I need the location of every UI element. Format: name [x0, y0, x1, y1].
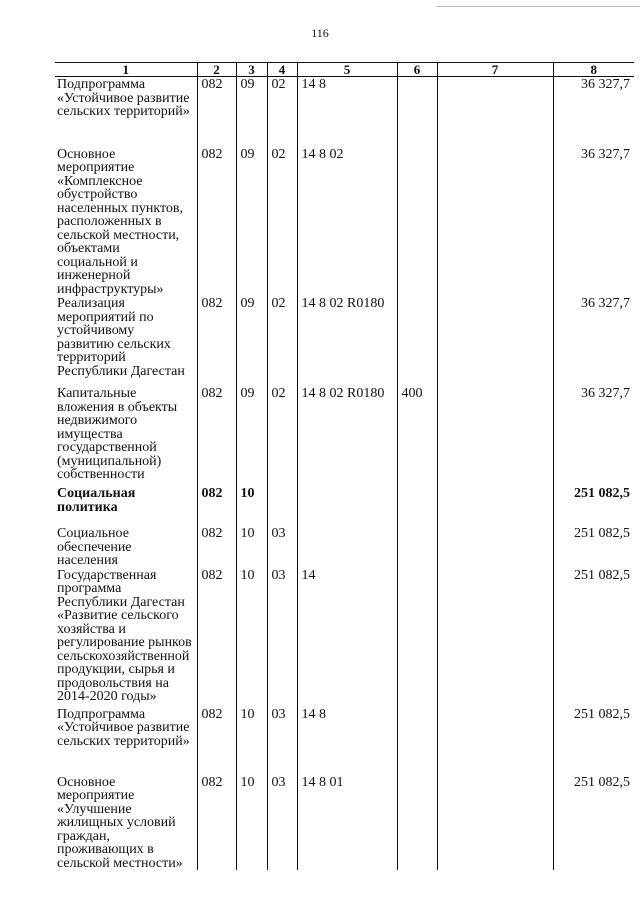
expense-type-cell: [397, 775, 437, 871]
subsection-code-cell: 02: [267, 147, 297, 297]
header-row: [55, 63, 634, 77]
target-article-cell: [297, 486, 397, 526]
header-col-4: 4: [267, 63, 297, 77]
section-code-cell: 09: [236, 296, 267, 386]
ministry-code-cell: 082: [197, 775, 236, 871]
column-7-cell: [437, 147, 553, 297]
target-article-cell: 14 8 02 R0180: [297, 296, 397, 386]
amount-cell: 251 082,5: [553, 526, 634, 568]
table-row: [55, 568, 634, 707]
header-col-8: 8: [553, 63, 634, 77]
budget-table: [55, 62, 634, 870]
table-row: [55, 526, 634, 568]
top-rule: [436, 6, 640, 7]
section-code-cell: 09: [236, 77, 267, 147]
ministry-code-cell: 082: [197, 147, 236, 297]
section-code-cell: 09: [236, 386, 267, 486]
row-name-cell: Подпрограмма «Устойчивое развитие сельских территорий»: [57, 706, 190, 749]
ministry-code-cell: 082: [197, 77, 236, 147]
target-article-cell: 14: [297, 568, 397, 707]
expense-type-cell: [397, 296, 437, 386]
subsection-code-cell: 02: [267, 77, 297, 147]
column-7-cell: [437, 386, 553, 486]
target-article-cell: 14 8 02 R0180: [297, 386, 397, 486]
amount-cell: 251 082,5: [553, 775, 634, 871]
header-col-6: 6: [397, 63, 437, 77]
expense-type-cell: [397, 707, 437, 775]
expense-type-cell: [397, 77, 437, 147]
table-row: [55, 707, 634, 775]
amount-cell: 36 327,7: [553, 147, 634, 297]
column-7-cell: [437, 486, 553, 526]
ministry-code-cell: 082: [197, 707, 236, 775]
amount-cell: 36 327,7: [553, 386, 634, 486]
column-7-cell: [437, 526, 553, 568]
target-article-cell: 14 8: [297, 77, 397, 147]
header-col-3: 3: [236, 63, 267, 77]
subsection-code-cell: [267, 486, 297, 526]
column-7-cell: [437, 707, 553, 775]
row-name-cell: Капитальные вложения в объекты недвижимого имущества государственной (муниципальной) собственности: [57, 386, 178, 482]
row-name-cell: Основное мероприятие «Комплексное обустройство населенных пунктов, расположенных в сельской местности, объектами социальной и инженерной инфраструктуры»: [57, 146, 184, 297]
expense-type-cell: 400: [397, 386, 437, 486]
section-code-cell: 10: [236, 568, 267, 707]
ministry-code-cell: 082: [197, 386, 236, 486]
row-name-cell: Основное мероприятие «Улучшение жилищных условий граждан, проживающих в сельской местности»: [57, 774, 183, 871]
section-code-cell: 10: [236, 775, 267, 871]
subsection-code-cell: 02: [267, 386, 297, 486]
target-article-cell: 14 8 02: [297, 147, 397, 297]
amount-cell: 251 082,5: [553, 568, 634, 707]
section-code-cell: 10: [236, 707, 267, 775]
table-row: [55, 296, 634, 386]
row-name-cell: Подпрограмма «Устойчивое развитие сельских территорий»: [57, 77, 190, 119]
row-name-cell: Государственная программа Республики Дагестан «Развитие сельского хозяйства и регулирование рынков сельскохозяйственной продукции, сырья и продовольствия на 2014-2020 годы»: [57, 567, 192, 704]
ministry-code-cell: 082: [197, 486, 236, 526]
column-7-cell: [437, 296, 553, 386]
amount-cell: 251 082,5: [553, 486, 634, 526]
expense-type-cell: [397, 147, 437, 297]
subsection-code-cell: 03: [267, 526, 297, 568]
ministry-code-cell: 082: [197, 568, 236, 707]
subsection-code-cell: 03: [267, 775, 297, 871]
amount-cell: 251 082,5: [553, 707, 634, 775]
section-code-cell: 10: [236, 526, 267, 568]
ministry-code-cell: 082: [197, 296, 236, 386]
table-row: [55, 775, 634, 871]
expense-type-cell: [397, 568, 437, 707]
row-name-cell: Социальное обеспечение населения: [57, 526, 132, 568]
amount-cell: 36 327,7: [553, 77, 634, 147]
table-row: [55, 386, 634, 486]
header-col-7: 7: [437, 63, 553, 77]
table-row: [55, 147, 634, 297]
row-name-cell: Реализация мероприятий по устойчивому развитию сельских территорий Республики Дагестан: [57, 296, 185, 379]
column-7-cell: [437, 568, 553, 707]
target-article-cell: 14 8: [297, 707, 397, 775]
table-body: [55, 77, 634, 871]
amount-cell: 36 327,7: [553, 296, 634, 386]
page-number: 116: [311, 26, 329, 40]
target-article-cell: [297, 526, 397, 568]
header-col-5: 5: [297, 63, 397, 77]
section-code-cell: 10: [236, 486, 267, 526]
subsection-code-cell: 03: [267, 568, 297, 707]
subsection-code-cell: 02: [267, 296, 297, 386]
ministry-code-cell: 082: [197, 526, 236, 568]
header-col-2: 2: [197, 63, 236, 77]
column-7-cell: [437, 77, 553, 147]
subsection-code-cell: 03: [267, 707, 297, 775]
column-7-cell: [437, 775, 553, 871]
table-row: [55, 486, 634, 526]
row-name-cell: Социальная политика: [57, 486, 136, 515]
target-article-cell: 14 8 01: [297, 775, 397, 871]
expense-type-cell: [397, 526, 437, 568]
table-row: [55, 77, 634, 147]
expense-type-cell: [397, 486, 437, 526]
section-code-cell: 09: [236, 147, 267, 297]
header-col-1: 1: [55, 63, 197, 77]
